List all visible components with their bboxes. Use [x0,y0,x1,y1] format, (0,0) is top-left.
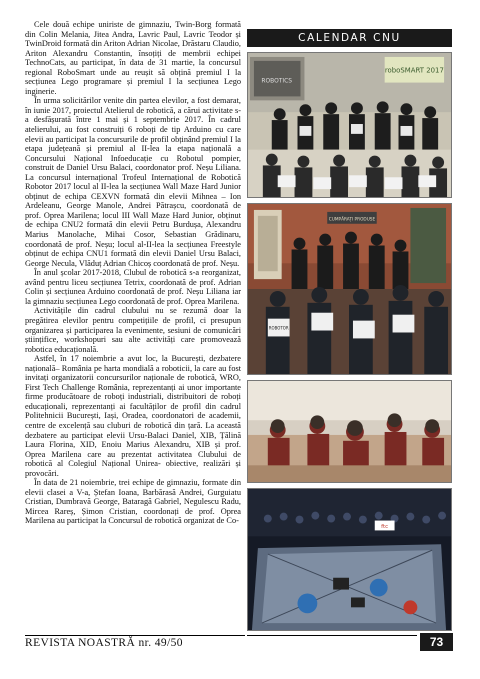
classroom-students-photo [247,380,452,483]
robotor-group-photo [247,203,452,375]
event-banner-text: roboSMART 2017 [384,66,444,75]
article-paragraph-4: Activitățile din cadrul clubului nu se rezumă doar la pregătirea elevilor pentru competițiile de profil, ci presupun organizarea și participarea la evenimente, sesiuni de comunicări științifice, workshopuri sau alte activități care promovează robotica educațională. [25,306,241,354]
article-paragraph-1: Cele două echipe uniriste de gimnaziu, Twin-Borg formată din Colin Melania, Jitea Andra, Lavric Paul, Lavric Teodor și TwinDroid formată din Ariton Adrian Nicolae, Drăstaru Claudio, Ariton Alexandru Constantin, însoțiți de membrii echipei TechnoCats, au participat, în data de 31 martie, la concursul regional RoboSmart unde au reușit să obțină premiul I la secțiunea Lego programare și premiul I la secțiunea Lego inginerie. [25,20,241,96]
diploma-badge-text: ROBOTOR [268,325,289,331]
calendar-header: CALENDAR CNU [247,29,452,47]
wall-sign-text: ROBOTICS [261,78,293,85]
article-paragraph-5: Astfel, în 17 noiembrie a avut loc, la București, dezbatere națională– România pe harta mondială a roboticii, la care au fost invitați organizatorii concursurilor naționale de robotică, WRO, First Tech Challenge România, reprezentanți ai unor importante firme producătoare de roboți industriali, distribuitori de roboți educaționali, reprezentanți ai facultăților de profil din cadrul Politehnicii București, Iași, Oradea, coordonatori de academii, centre de excelență sau cluburi de robotică din țară. La această dezbatere au participat elevii Ursu-Balaci Daniel, XIB, Țălină Laura Florina, XID, Enoiu Marius Alexandru, XIB și prof. Oprea Marilena care au prezentat activitatea Clubului de robotică al Colegiul Național Unirea- obiective, realizări și provocări. [25,354,241,478]
ftc-banner-text: ftc [381,523,389,530]
article-text-column [25,20,241,632]
robotics-arena-photo [247,488,452,631]
article-paragraph-3: În anul școlar 2017-2018, Clubul de robotică s-a reorganizat, având pentru liceu secțiunea Tetrix, coordonată de prof. Adrian Colin și secțiunea Arduino coordonată de prof. Neșu Liliana iar la gimnaziu secțiunea Lego coordonată de prof. Oprea Marilena. [25,268,241,306]
article-paragraph-2: În urma solicitărilor venite din partea elevilor, a fost demarat, în iunie 2017, proiectul Atelierul de robotică, a cărui activitate s-a desfășurată între 1 mai și 1 septembrie 2017. În cadrul atelierului, au fost construiți 6 roboți de tip Arduino cu care elevii au participat la concursurile de profil obținând premiul I la etapa județeană și premiul al II-lea la etapa națională a Concursului Național Infoeducație cu Robotul pompier, construit de Daniel Ursu Balaci, coordonator prof. Neșu Liliana. La concursul internațional Trofeul Internațional de Robotică Robotor 2017 locul al II-lea la secțiunea Wall Maze Hard Junior obținut de echipa CEXVN formată din elevii Mihnea – Ion Ardeleanu, George Manole, Andrei Pătrașcu, coordonată de prof. Oprea Marilena; locul III Wall Maze Hard Junior, obținut de echipa CNU2 formată din elevii Petru Burdușa, Alexandru Marius Manolache, Mihai Cosor, Sebastian Grădinaru, coordonată de prof. Neșu; locul al-II-lea la secțiunea Freestyle obținut de echipa CNU1 formată din elevii Daniel Ursu Balaci, George Necula, Vlăduț Adrian Chicoș coordonată de prof. Neșu. [25,96,241,268]
footer-rule [247,635,417,636]
page-number-badge: 73 [420,633,453,651]
magazine-footer-title: REVISTA NOASTRĂ nr. 49/50 [25,635,245,649]
article-paragraph-6: În data de 21 noiembrie, trei echipe de gimnaziu, formate din elevii clasei a V-a, Ștefan Ioana, Barbărasă Andrei, Gurguiatu Cristian, Dumbravă George, Bataragă Gabriel, Negulescu Radu, Mircea Rareș, Șimon Cristian, coordonați de prof. Oprea Marilena au participat la Concursul de robotică organizat de Co- [25,478,241,526]
robosmart-group-photo [247,52,452,198]
shop-sign-text: CUMPĂRAȚI PRODUSE [328,217,376,223]
